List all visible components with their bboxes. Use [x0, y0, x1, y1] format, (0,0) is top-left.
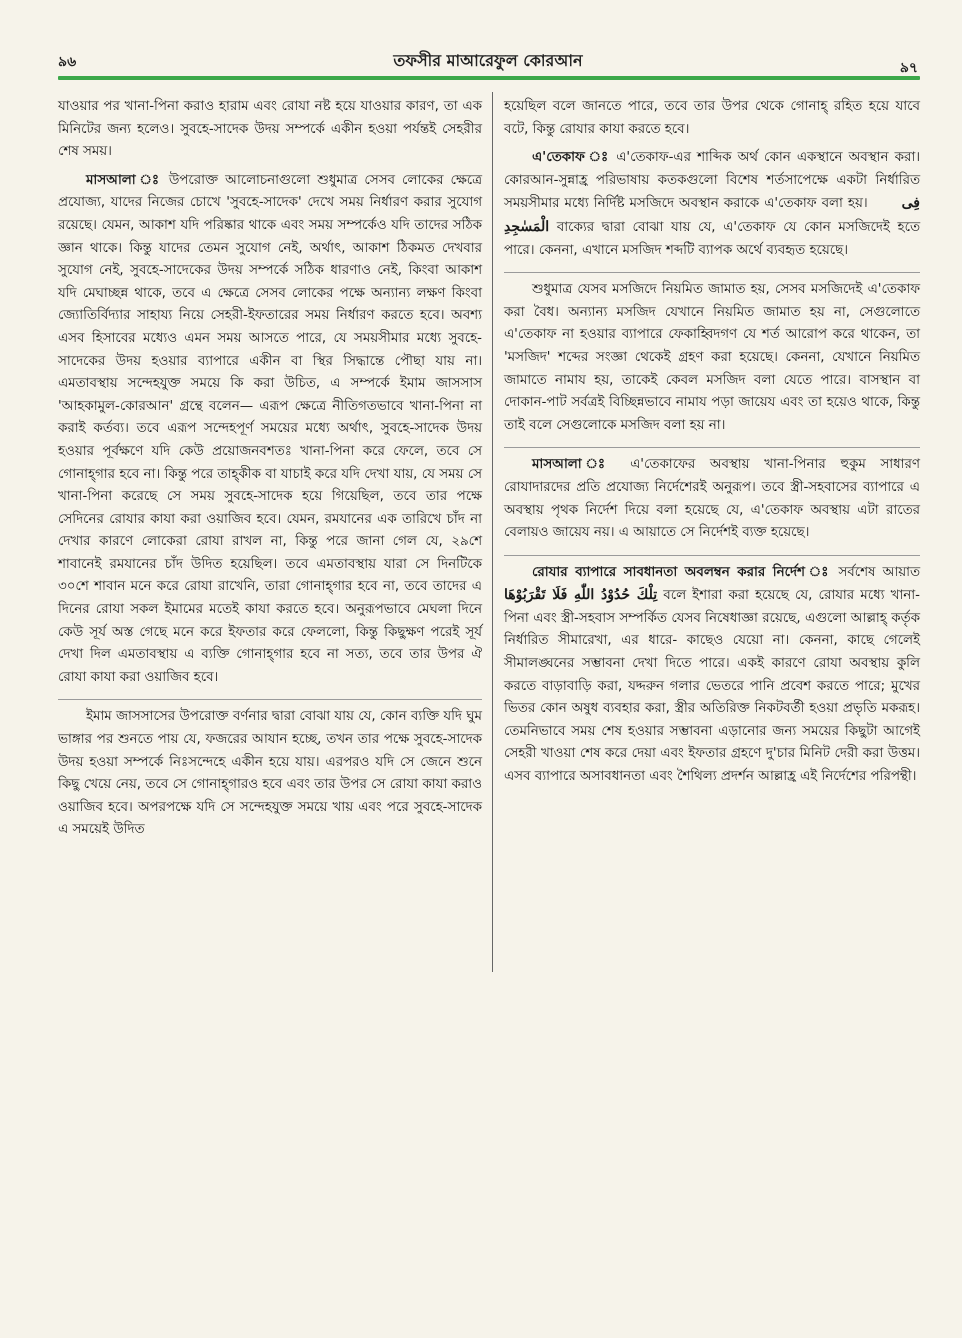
left-paragraph-2-text: উপরোক্ত আলোচনাগুলো শুধুমাত্র সেসব লোকের ক্ষেত্রে প্রযোজ্য, যাদের নিজের চোখে 'সুবহে-সাদেক' দেখে সময় নির্ধারণ করার সুযোগ রয়েছে। যেমন, আকাশ যদি পরিষ্কার থাকে এবং সময় সম্পর্কেও যদি তাদের সঠিক জ্ঞান থাকে। কিন্তু যাদের তেমন সুযোগ নেই, অর্থাৎ, আকাশ ঠিকমত দেখবার সুযোগ নেই, সুবহে-সাদেকের উদয় সম্পর্কে সঠিক ধারণাও নেই, কিংবা আকাশ যদি মেঘাচ্ছন্ন থাকে, তবে এ ক্ষেত্রে সেসব লোকের পক্ষে অন্যান্য লক্ষণ কিংবা জ্যোতির্বিদ্যার সাহায্য নিয়ে সেহরী-ইফতারের সময় নির্ধারণ করতে হবে। অবশ্য এসব হিসাবের মধ্যেও এমন সময় আসতে পারে, যে সময়সীমার মধ্যে সুবহে-সাদেকের উদয় হওয়ার ব্যাপারে একীন বা স্থির সিদ্ধান্তে পৌছা যায় না। এমতাবস্থায় সন্দেহযুক্ত সময়ে কি করা উচিত, এ সম্পর্কে ইমাম জাসসাস 'আহকামুল-কোরআন' গ্রন্থে বলেন— এরূপ ক্ষেত্রে নীতিগতভাবে খানা-পিনা না করাই কর্তব্য। তবে এরূপ সন্দেহপূর্ণ সময়ের মধ্যে অর্থাৎ, সুবহে-সাদেক উদয় হওয়ার পূর্বক্ষণে যদি কেউ প্রয়োজনবশতঃ খানা-পিনা করে ফেলে, তবে সে গোনাহ্গার হবে না। কিন্তু পরে তাহ্কীক বা যাচাই করে যদি দেখা যায়, যে সময় সে খানা-পিনা করেছে সে সময় সুবহে-সাদেক হয়ে গিয়েছিল, তবে তার পক্ষে সেদিনের রোযার কাযা করা ওয়াজিব হবে। যেমন, রমযানের এক তারিখে চাঁদ না দেখার কারণে লোকেরা রোযা রাখল না, কিন্তু পরে জানা গেল যে, ২৯শে শাবানেই রমযানের চাঁদ উদিত হয়েছিল। তবে এমতাবস্থায় যারা সে দিনটিকে ৩০শে শাবান মনে করে রোযা রাখেনি, তারা গোনাহ্গার হবে না, তবে তাদের এ দিনের রোযা সকল ইমামের মতেই কাযা করতে হবে। অনুরূপভাবে মেঘলা দিনে কেউ সূর্য অস্ত গেছে মনে করে ইফতার করে ফেললো, কিন্তু কিছুক্ষণ পরেই সূর্য দেখা দিল এমতাবস্থায় এ ব্যক্তি গোনাহ্গার হবে না সত্য, তবে তার উপর ঐ রোযা কাযা করা ওয়াজিব হবে।: [58, 172, 483, 685]
header-rule: [58, 76, 920, 80]
right-column: [504, 96, 920, 789]
right-page-number: ৯৭: [899, 60, 918, 76]
caution-heading: রোযার ব্যাপারে সাবধানতা অবলম্বন করার নির্দেশ ঃ: [532, 564, 832, 580]
arabic-quote-masajid: فِى الْمَسٰجِدِ: [504, 195, 920, 235]
right-paragraph-4-text: এ'তেকাফের অবস্থায় খানা-পিনার হুকুম সাধারণ রোযাদারদের প্রতি প্রযোজ্য নির্দেশেরই অনুরূপ। তবে স্ত্রী-সহবাসের ব্যাপারে এ অবস্থায় পৃথক নির্দেশ দিয়ে বলা হয়েছে যে, এ'তেকাফ অবস্থায় এটা রাতের বেলায়ও জায়েয নয়। এ আয়াতে সে নির্দেশই ব্যক্ত হয়েছে।: [504, 457, 920, 541]
page-header: [58, 48, 918, 74]
right-paragraph-4: [504, 447, 920, 544]
masala-heading-2: মাসআলা ঃ: [532, 457, 616, 473]
right-paragraph-2: [504, 147, 920, 262]
right-paragraph-5: [504, 555, 920, 789]
left-paragraph-2: [58, 170, 482, 690]
arabic-quote-hudud: تِلْكَ حُدُوْدُ اللّٰهِ فَلَا تَقْرَبُوْهَا: [504, 587, 658, 604]
right-paragraph-2-text-a: এ'তেকাফ-এর শাব্দিক অর্থ কোন একস্থানে অবস্থান করা। কোরআন-সুন্নাহ্র পরিভাষায় কতকগুলো বিশেষ শর্তসাপেক্ষে একটা নির্ধারিত সময়সীমার মধ্যে নির্দিষ্ট মসজিদে অবস্থান করাকে এ'তেকাফ বলা হয়।: [504, 150, 920, 212]
left-column: [58, 96, 482, 842]
masala-heading: মাসআলা ঃ: [86, 172, 162, 188]
column-divider: [492, 92, 493, 972]
right-paragraph-2-text-b: বাক্যের দ্বারা বোঝা যায় যে, এ'তেকাফ যে কোন মসজিদেই হতে পারে। কেননা, এখানে মসজিদ শব্দটি ব্যাপক অর্থে ব্যবহৃত হয়েছে।: [504, 219, 920, 258]
left-paragraph-1: যাওয়ার পর খানা-পিনা করাও হারাম এবং রোযা নষ্ট হয়ে যাওয়ার কারণ, তা এক মিনিটের জন্য হলেও। সুবহে-সাদেক উদয় সম্পর্কে একীন হওয়া পর্যন্তই সেহরীর শেষ সময়।: [58, 99, 482, 160]
itikaf-heading: এ'তেকাফ ঃ: [532, 150, 611, 166]
running-title: তফসীর মাআরেফুল কোরআন: [393, 51, 583, 70]
right-paragraph-5-text-b: বলে ইশারা করা হয়েছে যে, রোযার মধ্যে খানা-পিনা এবং স্ত্রী-সহবাস সম্পর্কিত যেসব নিষেধাজ্ঞা রয়েছে, এগুলো আল্লাহ্ কর্তৃক নির্ধারিত সীমারেখা, এর ধারে- কাছেও যেয়ো না। কেননা, কাছে গেলেই সীমালঙ্ঘনের সম্ভাবনা দেখা দিতে পারে। একই কারণে রোযা অবস্থায় কুলি করতে বাড়াবাড়ি করা, যদ্দরুন গলার ভেতরে পানি প্রবেশ করতে পারে; মুখের ভিতর কোন অষুধ ব্যবহার করা, স্ত্রীর অতিরিক্ত নিকটবর্তী হওয়া প্রভৃতি মকরূহ। তেমনিভাবে সময় শেষ হওয়ার সম্ভাবনা এড়ানোর জন্য সময়ের কিছুটা আগেই সেহরী খাওয়া শেষ করে দেয়া এবং ইফতার গ্রহণে দু'চার মিনিট দেরী করা উত্তম। এসব ব্যাপারে অসাবধানতা এবং শৈথিল্য প্রদর্শন আল্লাহ্র এই নির্দেশের পরিপন্থী।: [504, 588, 920, 785]
left-paragraph-3: ইমাম জাসসাসের উপরোক্ত বর্ণনার দ্বারা বোঝা যায় যে, কোন ব্যক্তি যদি ঘুম ভাঙ্গার পর শুনতে পায় যে, ফজরের আযান হচ্ছে, তখন তার পক্ষে সুবহে-সাদেক উদয় হওয়া সম্পর্কে নিঃসন্দেহে একীন হয়ে যায়। এরপরও যদি সে জেনে শুনে কিছু খেয়ে নেয়, তবে সে গোনাহ্গারও হবে এবং তার উপর সে রোযা কাযা করাও ওয়াজিব হবে। অপরপক্ষে যদি সে সন্দেহযুক্ত সময়ে খায় এবং পরে সুবহে-সাদেক এ সময়েই উদিত: [58, 699, 482, 842]
right-paragraph-1: হয়েছিল বলে জানতে পারে, তবে তার উপর থেকে গোনাহ্ রহিত হয়ে যাবে বটে, কিন্তু রোযার কাযা করতে হবে।: [504, 99, 920, 137]
right-paragraph-5-text-a: সর্বশেষ আয়াত: [831, 564, 921, 580]
right-paragraph-3: শুধুমাত্র যেসব মসজিদে নিয়মিত জামাত হয়, সেসব মসজিদেই এ'তেকাফ করা বৈধ। অন্যান্য মসজিদ যেখানে নিয়মিত জামাত হয় না, সেগুলোতে এ'তেকাফ না হওয়ার ব্যাপারে ফেকাহ্বিদগণ যে শর্ত আরোপ করে থাকেন, তা 'মসজিদ' শব্দের সংজ্ঞা থেকেই গ্রহণ করা হয়েছে। কেননা, যেখানে নিয়মিত জামাতে নামায হয়, তাকেই কেবল মসজিদ বলা যেতে পারে। বাসস্থান বা দোকান-পাট সর্বত্রই বিচ্ছিন্নভাবে নামায পড়া জায়েয এবং তা হয়েও থাকে, কিন্তু তাই বলে সেগুলোকে মসজিদ বলা হয় না।: [504, 272, 920, 437]
left-page-number: ৯৬: [58, 54, 77, 70]
